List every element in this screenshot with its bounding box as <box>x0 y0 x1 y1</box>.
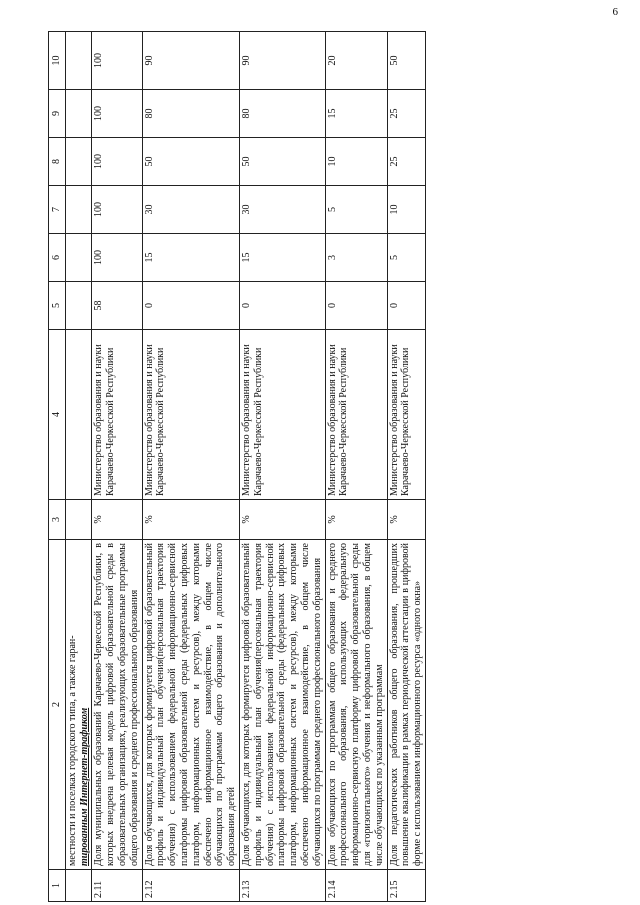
cell-empty <box>65 282 92 330</box>
continuation-emphasis: тированным Интернет-трафиком <box>78 707 90 866</box>
value-col-7: 10 <box>387 186 425 234</box>
header-row <box>49 32 66 902</box>
cell-empty <box>65 234 92 282</box>
header-col-4: 4 <box>49 330 66 500</box>
cell-empty <box>65 186 92 234</box>
header-col-7: 7 <box>49 186 66 234</box>
value-col-8: 10 <box>325 138 387 186</box>
header-col-8: 8 <box>49 138 66 186</box>
value-col-6: 15 <box>239 234 325 282</box>
value-col-5: 0 <box>142 282 239 330</box>
value-col-8: 50 <box>142 138 239 186</box>
value-col-10: 90 <box>142 32 239 90</box>
header-col-6: 6 <box>49 234 66 282</box>
row-number: 2.14 <box>325 870 387 902</box>
page-number: 6 <box>612 6 618 18</box>
table-row <box>239 32 325 902</box>
header-col-2: 2 <box>49 540 66 870</box>
row-number: 2.15 <box>387 870 425 902</box>
value-col-9: 100 <box>92 90 142 138</box>
cell-empty <box>65 32 92 90</box>
value-col-8: 100 <box>92 138 142 186</box>
cell-empty <box>65 500 92 540</box>
table-row <box>387 32 425 902</box>
value-col-10: 50 <box>387 32 425 90</box>
value-col-7: 30 <box>239 186 325 234</box>
value-col-7: 30 <box>142 186 239 234</box>
indicator-description: Доля обучающихся, для которых формируется цифровой образовательный профиль и индивидуальный план обучения(персональная траектория обучения) с использованием федеральной информационно-сервисной платформы цифровой образовательной среды (федеральных цифровых платформ, информационных систем и ресурсов), между которыми обеспечено информационное взаимодействие, в общем числе обучающихся по программам общего образования и дополнительного образования детей <box>142 540 239 870</box>
unit-cell: % <box>387 500 425 540</box>
cell-empty <box>65 90 92 138</box>
indicator-description: Доля обучающихся, для которых формируется цифровой образовательный профиль и индивидуальный план обучения(персональная траектория обучения) с использованием федеральной информационно-сервисной платформы цифровой образовательной среды (федеральных цифровых платформ, информационных систем и ресурсов), между которыми обеспечено информационное взаимодействие, в общем числе обучающихся по программам среднего профессионального образования <box>239 540 325 870</box>
indicator-description: Доля муниципальных образований Карачаево-Черкесской Республики, в которых внедрена целевая модель цифровой образовательной среды в образовательных организациях, реализующих образовательные программы общего образования и среднего профессионального образования <box>92 540 142 870</box>
header-col-10: 10 <box>49 32 66 90</box>
value-col-5: 0 <box>239 282 325 330</box>
value-col-6: 3 <box>325 234 387 282</box>
row-number: 2.12 <box>142 870 239 902</box>
indicator-description: Доля обучающихся по программам общего образования и среднего профессионального образования, использующих федеральную информационно-сервисную платформу цифровой образовательной среды для «горизонтального» обучения и неформального образования, в общем числе обучающихся по указанным программам <box>325 540 387 870</box>
value-col-10: 100 <box>92 32 142 90</box>
value-col-10: 90 <box>239 32 325 90</box>
cell-empty <box>65 330 92 500</box>
continuation-row <box>65 32 92 902</box>
value-col-7: 5 <box>325 186 387 234</box>
indicators-table <box>48 31 426 902</box>
table-row <box>142 32 239 902</box>
cell-empty <box>65 870 92 902</box>
unit-cell: % <box>325 500 387 540</box>
responsible-body: Министерство образования и науки Карачаево-Черкесской Республики <box>92 330 142 500</box>
responsible-body: Министерство образования и науки Карачаево-Черкесской Республики <box>387 330 425 500</box>
value-col-10: 20 <box>325 32 387 90</box>
value-col-7: 100 <box>92 186 142 234</box>
header-col-9: 9 <box>49 90 66 138</box>
value-col-6: 100 <box>92 234 142 282</box>
value-col-6: 15 <box>142 234 239 282</box>
responsible-body: Министерство образования и науки Карачаево-Черкесской Республики <box>325 330 387 500</box>
header-col-1: 1 <box>49 870 66 902</box>
row-number: 2.11 <box>92 870 142 902</box>
indicator-description: Доля педагогических работников общего образования, прошедших повышение квалификации в рамках периодической аттестации в цифровой форме с использованием информационного ресурса «одного окна» <box>387 540 425 870</box>
unit-cell: % <box>142 500 239 540</box>
value-col-8: 25 <box>387 138 425 186</box>
header-col-3: 3 <box>49 500 66 540</box>
value-col-5: 0 <box>325 282 387 330</box>
value-col-6: 5 <box>387 234 425 282</box>
table-wrapper <box>48 32 633 902</box>
table-row <box>92 32 142 902</box>
table-row <box>325 32 387 902</box>
continuation-text <box>65 540 92 870</box>
value-col-9: 15 <box>325 90 387 138</box>
cell-empty <box>65 138 92 186</box>
continuation-plain: местности и поселках городского типа, а также гаран- <box>66 635 78 866</box>
value-col-9: 80 <box>142 90 239 138</box>
unit-cell: % <box>92 500 142 540</box>
value-col-9: 25 <box>387 90 425 138</box>
value-col-5: 58 <box>92 282 142 330</box>
value-col-5: 0 <box>387 282 425 330</box>
responsible-body: Министерство образования и науки Карачаево-Черкесской Республики <box>239 330 325 500</box>
row-number: 2.13 <box>239 870 325 902</box>
value-col-9: 80 <box>239 90 325 138</box>
header-col-5: 5 <box>49 282 66 330</box>
responsible-body: Министерство образования и науки Карачаево-Черкесской Республики <box>142 330 239 500</box>
unit-cell: % <box>239 500 325 540</box>
value-col-8: 50 <box>239 138 325 186</box>
